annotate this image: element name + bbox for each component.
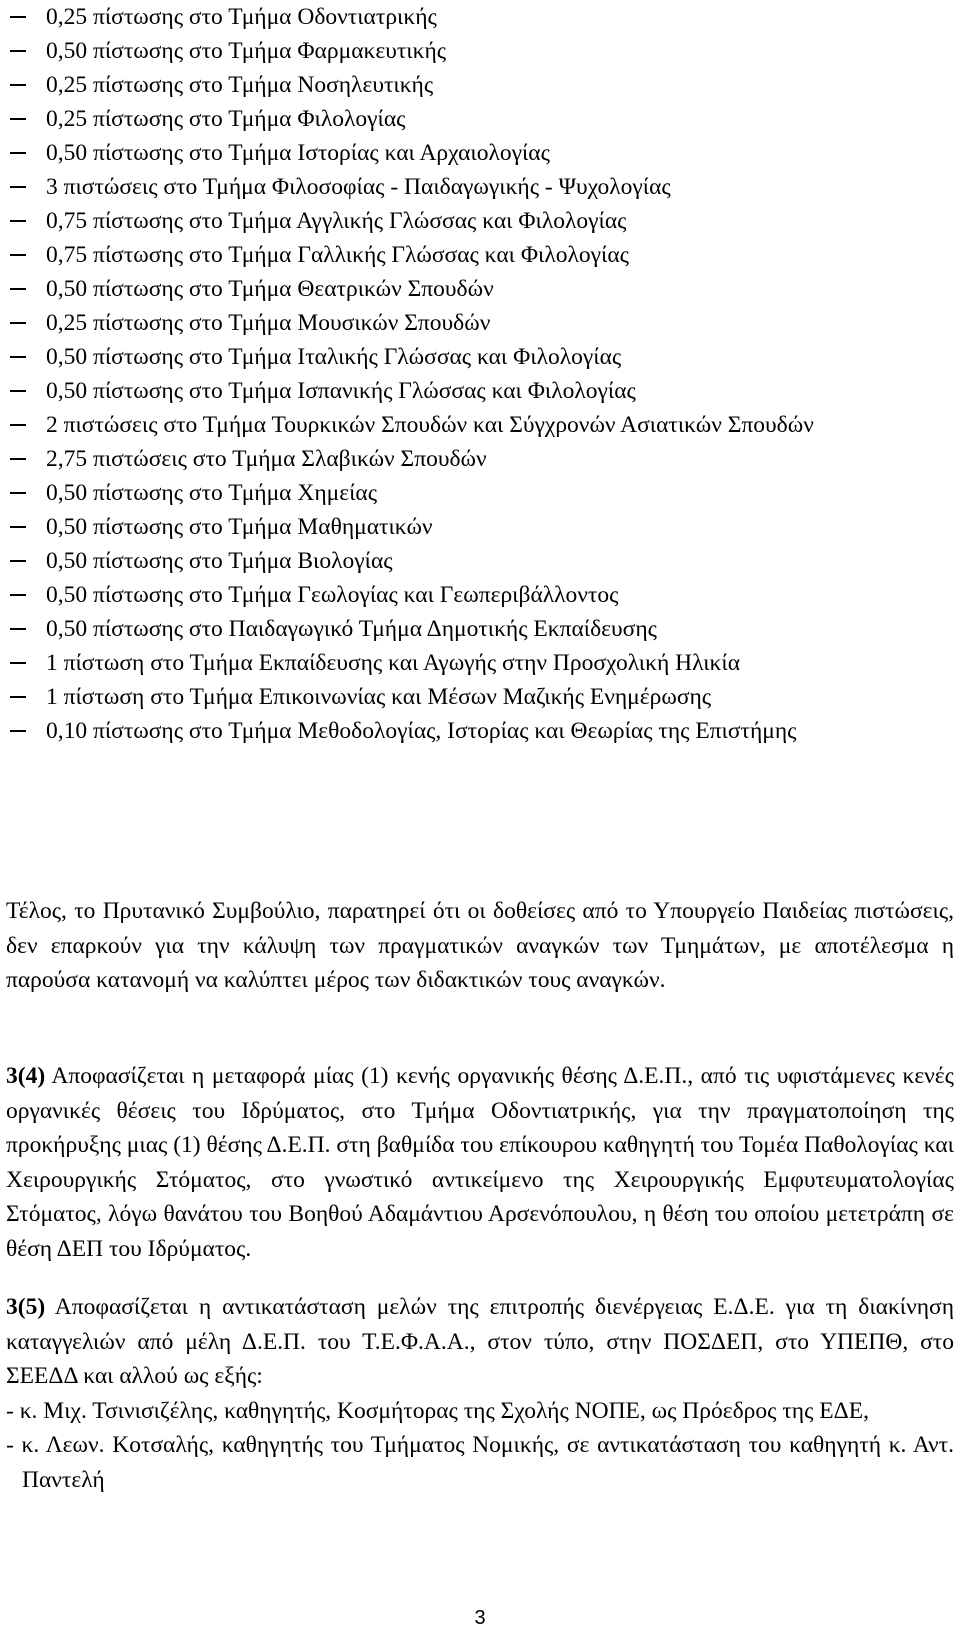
- dash-bullet-icon: [10, 118, 26, 120]
- credit-list-text: 0,75 πίστωσης στο Τμήμα Αγγλικής Γλώσσας και Φιλολογίας: [46, 208, 627, 234]
- credit-list-item: [6, 170, 956, 204]
- credit-list-item: [6, 34, 956, 68]
- dash-bullet-icon: [10, 152, 26, 154]
- committee-member: - κ. Λεων. Κοτσαλής, καθηγητής του Τμήματος Νομικής, σε αντικατάσταση του καθηγητή κ. Αντ. Παντελή: [6, 1432, 954, 1493]
- credit-list-text: 0,25 πίστωσης στο Τμήμα Νοσηλευτικής: [46, 72, 434, 98]
- credit-list-item: [6, 306, 956, 340]
- credit-list-text: 0,50 πίστωσης στο Τμήμα Φαρμακευτικής: [46, 38, 447, 64]
- committee-member: - κ. Μιχ. Τσινισιζέλης, καθηγητής, Κοσμήτορας της Σχολής ΝΟΠΕ, ως Πρόεδρος της ΕΔΕ,: [6, 1397, 869, 1424]
- credit-list-item: [6, 204, 956, 238]
- dash-bullet-icon: [10, 254, 26, 256]
- credit-list-item: [6, 0, 956, 34]
- item-number: 3(5): [6, 1294, 46, 1320]
- dash-bullet-icon: [10, 220, 26, 222]
- credit-list-text: 0,25 πίστωσης στο Τμήμα Οδοντιατρικής: [46, 4, 437, 30]
- credit-list-item: [6, 544, 956, 578]
- credit-list-text: 0,10 πίστωσης στο Τμήμα Μεθοδολογίας, Ιστορίας και Θεωρίας της Επιστήμης: [46, 718, 797, 744]
- credit-list-text: 0,50 πίστωσης στο Τμήμα Βιολογίας: [46, 548, 393, 574]
- item-text: Αποφασίζεται η αντικατάσταση μελών της επιτροπής διενέργειας Ε.Δ.Ε. για τη διακίνηση καταγγελιών από μέλη Δ.Ε.Π. του Τ.Ε.Φ.Α.Α., στον τύπο, στην ΠΟΣΔΕΠ, στο ΥΠΕΠΘ, στο ΣΕΕΔΔ και αλλού ως εξής:: [6, 1294, 954, 1389]
- credit-list-text: 0,50 πίστωσης στο Τμήμα Ιστορίας και Αρχαιολογίας: [46, 140, 550, 166]
- credit-list-item: [6, 612, 956, 646]
- dash-bullet-icon: [10, 84, 26, 86]
- credit-list-item: [6, 340, 956, 374]
- item-text: Αποφασίζεται η μεταφορά μίας (1) κενής οργανικής θέσης Δ.Ε.Π., από τις υφιστάμενες κενές οργανικές θέσεις του Ιδρύματος, στο Τμήμα Οδοντιατρικής, για την πραγματοποίηση της προκήρυξης μιας (1) θέσης Δ.Ε.Π. στη βαθμίδα του επίκουρου καθηγητή του Τομέα Παθολογίας και Χειρουργικής Στόματος, στο γνωστικό αντικείμενο της Χειρουργικής Εμφυτευματολογίας Στόματος, λόγω θανάτου του Βοηθού Αδαμάντιου Αρσενόπουλου, η θέση του οποίου μετετράπη σε θέση ΔΕΠ του Ιδρύματος.: [6, 1063, 954, 1262]
- dash-bullet-icon: [10, 50, 26, 52]
- dash-bullet-icon: [10, 628, 26, 630]
- credit-list-text: 0,50 πίστωσης στο Τμήμα Γεωλογίας και Γεωπεριβάλλοντος: [46, 582, 619, 608]
- credit-list-text: 0,50 πίστωσης στο Τμήμα Μαθηματικών: [46, 514, 433, 540]
- dash-bullet-icon: [10, 492, 26, 494]
- credit-list-item: [6, 646, 956, 680]
- credit-list-text: 2,75 πιστώσεις στο Τμήμα Σλαβικών Σπουδών: [46, 446, 487, 472]
- credit-list-item: [6, 510, 956, 544]
- credit-list-item: [6, 374, 956, 408]
- decision-item-3-4: [6, 1059, 954, 1266]
- item-number: 3(4): [6, 1063, 46, 1089]
- credit-list-text: 3 πιστώσεις στο Τμήμα Φιλοσοφίας - Παιδαγωγικής - Ψυχολογίας: [46, 174, 671, 200]
- credit-list-text: 0,25 πίστωσης στο Τμήμα Φιλολογίας: [46, 106, 406, 132]
- dash-bullet-icon: [10, 322, 26, 324]
- dash-bullet-icon: [10, 526, 26, 528]
- dash-bullet-icon: [10, 288, 26, 290]
- credit-list-text: 0,50 πίστωσης στο Τμήμα Χημείας: [46, 480, 378, 506]
- credit-list-text: 0,25 πίστωσης στο Τμήμα Μουσικών Σπουδών: [46, 310, 491, 336]
- credit-list-text: 0,50 πίστωσης στο Παιδαγωγικό Τμήμα Δημοτικής Εκπαίδευσης: [46, 616, 657, 642]
- decision-item-3-5: [6, 1290, 954, 1497]
- dash-bullet-icon: [10, 186, 26, 188]
- dash-bullet-icon: [10, 390, 26, 392]
- dash-bullet-icon: [10, 356, 26, 358]
- credit-list-item: [6, 68, 956, 102]
- page-number: 3: [474, 1607, 486, 1629]
- dash-bullet-icon: [10, 424, 26, 426]
- credit-list-text: 2 πιστώσεις στο Τμήμα Τουρκικών Σπουδών και Σύγχρονών Ασιατικών Σπουδών: [46, 412, 814, 438]
- credit-list-item: [6, 680, 956, 714]
- dash-bullet-icon: [10, 696, 26, 698]
- credit-list-text: 1 πίστωση στο Τμήμα Εκπαίδευσης και Αγωγής στην Προσχολική Ηλικία: [46, 650, 741, 676]
- credit-list-item: [6, 476, 956, 510]
- dash-bullet-icon: [10, 458, 26, 460]
- dash-bullet-icon: [10, 730, 26, 732]
- credit-list-text: 0,75 πίστωσης στο Τμήμα Γαλλικής Γλώσσας και Φιλολογίας: [46, 242, 629, 268]
- credit-list-item: [6, 272, 956, 306]
- credit-allocation-list: [6, 0, 956, 748]
- credit-list-item: [6, 102, 956, 136]
- credit-list-item: [6, 442, 956, 476]
- credit-list-text: 1 πίστωση στο Τμήμα Επικοινωνίας και Μέσων Μαζικής Ενημέρωσης: [46, 684, 712, 710]
- dash-bullet-icon: [10, 662, 26, 664]
- credit-list-text: 0,50 πίστωσης στο Τμήμα Ισπανικής Γλώσσας και Φιλολογίας: [46, 378, 636, 404]
- credit-list-item: [6, 238, 956, 272]
- dash-bullet-icon: [10, 560, 26, 562]
- dash-bullet-icon: [10, 16, 26, 18]
- credit-list-item: [6, 578, 956, 612]
- credit-list-item: [6, 714, 956, 748]
- closing-paragraph: Τέλος, το Πρυτανικό Συμβούλιο, παρατηρεί ότι οι δοθείσες από το Υπουργείο Παιδείας πιστώσεις, δεν επαρκούν για την κάλυψη των πραγματικών αναγκών των Τμημάτων, με αποτέλεσμα η παρούσα κατανομή να καλύπτει μέρος των διδακτικών τους αναγκών.: [6, 898, 954, 993]
- credit-list-item: [6, 136, 956, 170]
- dash-bullet-icon: [10, 594, 26, 596]
- credit-list-text: 0,50 πίστωσης στο Τμήμα Θεατρικών Σπουδών: [46, 276, 494, 302]
- credit-list-item: [6, 408, 956, 442]
- credit-list-text: 0,50 πίστωσης στο Τμήμα Ιταλικής Γλώσσας και Φιλολογίας: [46, 344, 622, 370]
